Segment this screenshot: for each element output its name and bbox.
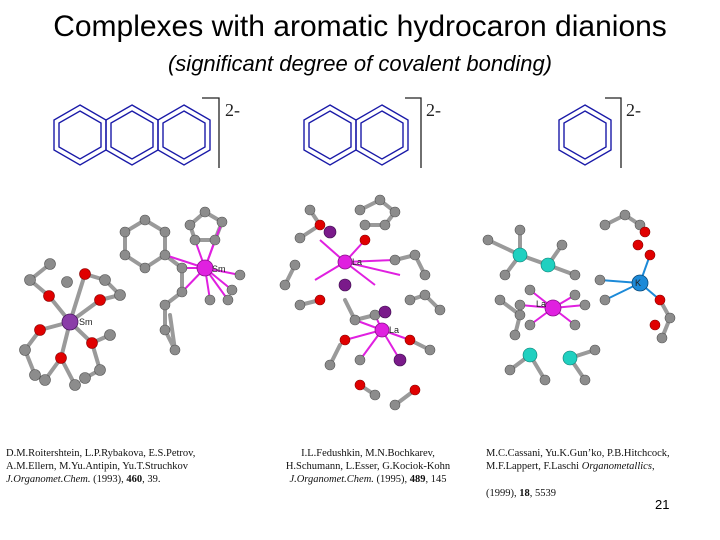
naphthalene-formula	[304, 98, 421, 168]
molecular-structure-1a	[20, 259, 126, 391]
reference-3-year: (1999),	[486, 488, 517, 499]
reference-3-pages: , 5539	[529, 488, 556, 499]
atom-label-sm2: Sm	[212, 264, 226, 274]
reference-2-journal: J.Organomet.Chem.	[289, 474, 374, 485]
atom-label-la3: La	[536, 299, 547, 309]
reference-2-year: (1995),	[376, 474, 408, 485]
charge-label-benzene: 2-	[626, 100, 641, 120]
reference-1-authors-line2: A.M.Ellern, M.Yu.Antipin, Yu.T.Struchkov	[6, 461, 188, 472]
page-number: 21	[655, 497, 670, 512]
atom-label-la1: La	[352, 257, 363, 267]
slide-subtitle: (significant degree of covalent bonding)	[167, 51, 553, 76]
reference-1	[6, 447, 195, 486]
molecular-structure-1b	[120, 207, 245, 355]
reference-2-citation	[268, 473, 468, 486]
charge-label-naphthalene: 2-	[426, 100, 441, 120]
anthracene-formula	[54, 98, 219, 168]
slide-title: Complexes with aromatic hydrocaron dianions	[53, 10, 667, 43]
reference-1-journal: J.Organomet.Chem.	[6, 474, 91, 485]
reference-2-pages: , 145	[425, 474, 447, 485]
charge-label-anthracene: 2-	[225, 100, 240, 120]
reference-1-citation	[6, 473, 195, 486]
benzene-formula	[559, 98, 621, 168]
reference-1-pages: , 39.	[142, 474, 161, 485]
reference-3	[486, 447, 670, 500]
atom-label-sm1: Sm	[79, 317, 93, 327]
reference-2-volume: 489	[409, 474, 426, 485]
reference-2-authors-line2: H.Schumann, L.Esser, G.Kociok-Kohn	[285, 461, 451, 472]
reference-1-authors-line1: D.M.Roitershtein, L.P.Rybakova, E.S.Petrov,	[6, 448, 196, 459]
reference-1-volume: 460	[126, 474, 143, 485]
molecular-structure-2	[280, 195, 445, 410]
reference-3-authors-line1: M.C.Cassani, Yu.K.Gun’ko, P.B.Hitchcock,	[486, 448, 670, 459]
reference-3-citation	[486, 487, 670, 500]
reference-3-authors-line2: M.F.Lappert, F.Laschi Organometallics,	[486, 461, 655, 472]
reference-2-authors-line1: I.L.Fedushkin, M.N.Bochkarev,	[301, 448, 435, 459]
atom-label-k: K	[635, 278, 642, 288]
reference-3-volume: 18	[519, 488, 530, 499]
atom-label-la2: La	[389, 325, 400, 335]
molecular-structure-3	[483, 210, 675, 385]
reference-2	[268, 447, 468, 486]
reference-1-year: (1993),	[93, 474, 124, 485]
reference-3-journal: Organometallics	[581, 461, 652, 472]
